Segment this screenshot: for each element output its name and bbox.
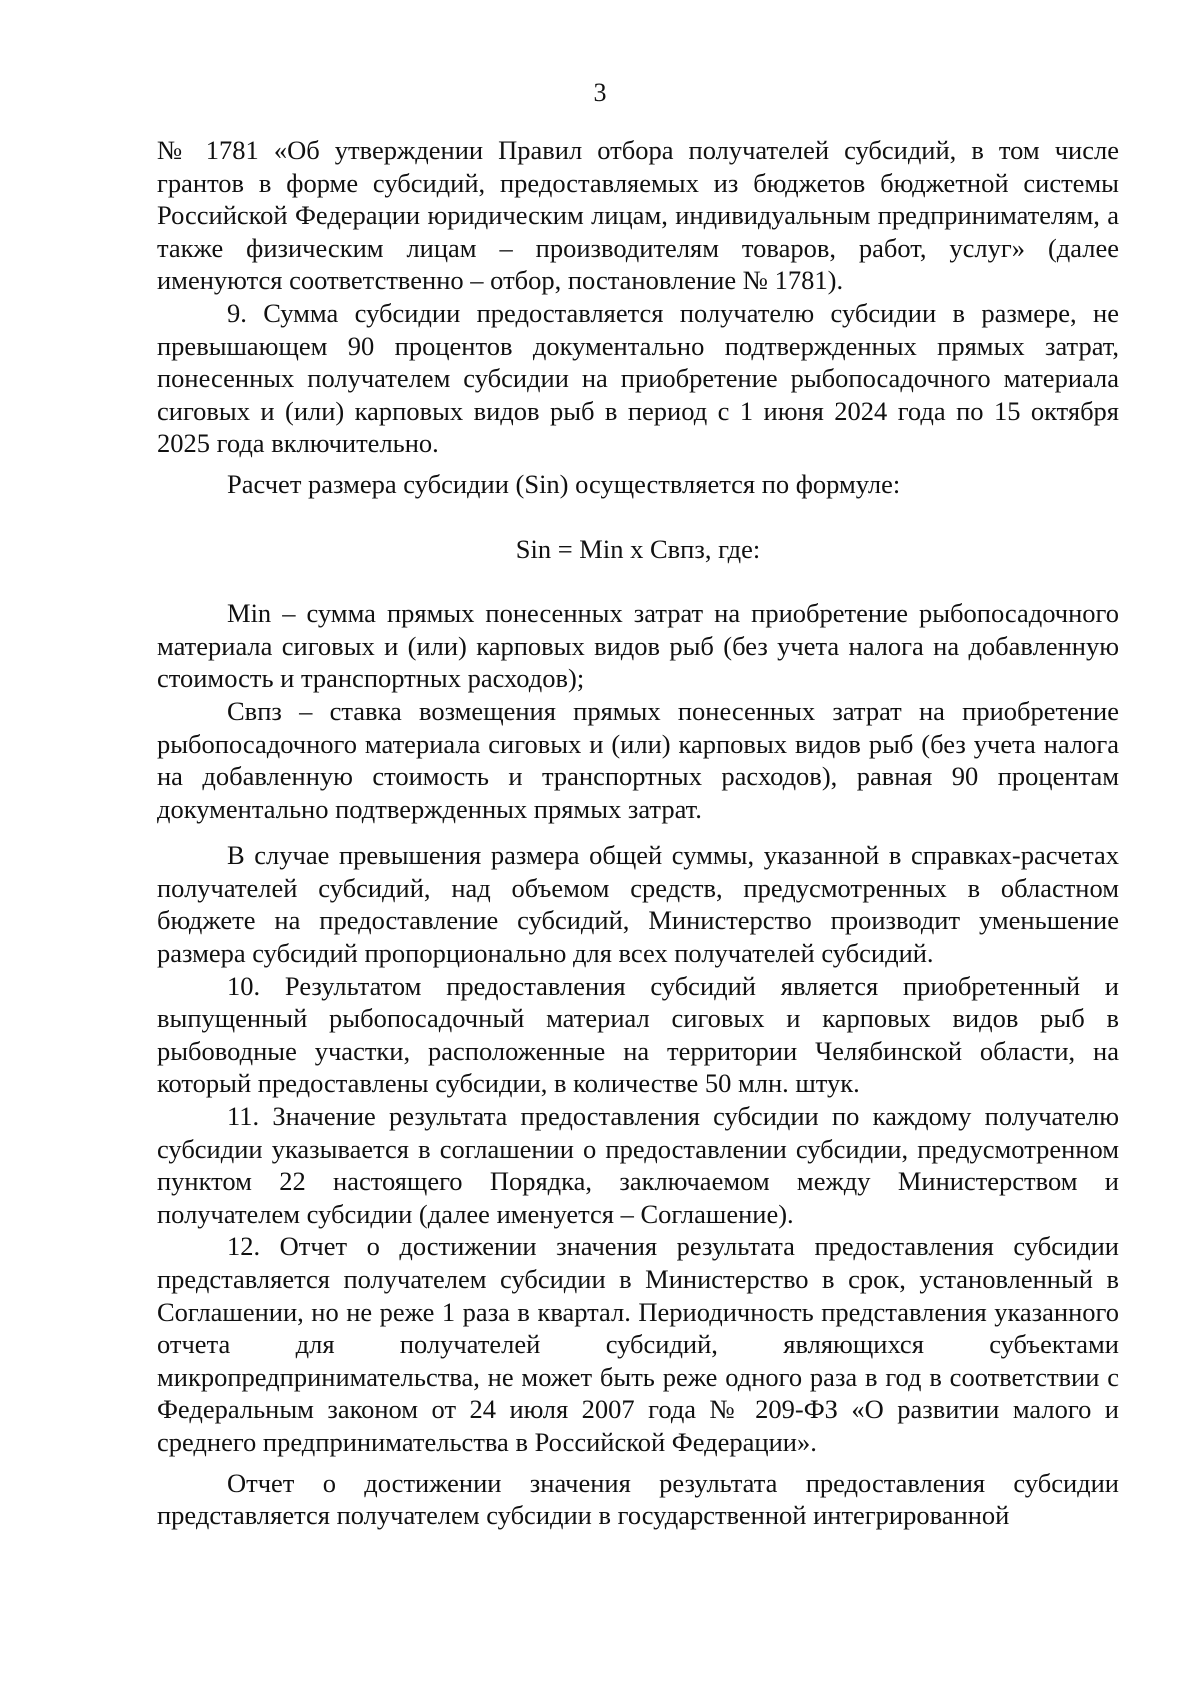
paragraph-continuation: № 1781 «Об утверждении Правил отбора получателей субсидий, в том числе грантов в форме субсидий, предоставляемых из бюджетов бюджетной системы Российской Федерации юридическим лицам, индивидуальным предпринимателям, а также физическим лицам – производителям товаров, работ, услуг» (далее именуются соответственно – отбор, постановление № 1781). — [157, 135, 1119, 296]
svpz-definition: Свпз – ставка возмещения прямых понесенных затрат на приобретение рыбопосадочного материала сиговых и (или) карповых видов рыб (без учета налога на добавленную стоимость и транспортных расходов), равная 90 процентам документально подтвержденных прямых затрат. — [157, 695, 1119, 824]
paragraph-excess: В случае превышения размера общей суммы, указанной в справках-расчетах получателей субсидий, над объемом средств, предусмотренных в областном бюджете на предоставление субсидий, Министерство производит уменьшение размера субсидий пропорционально для всех получателей субсидий. — [157, 840, 1119, 969]
paragraph-10: 10. Результатом предоставления субсидий является приобретенный и выпущенный рыбопосадочный материал сиговых и карповых видов рыб в рыбоводные участки, расположенные на территории Челябинской области, на который предоставлены субсидии, в количестве 50 млн. штук. — [157, 970, 1119, 1099]
min-definition: Min – сумма прямых понесенных затрат на приобретение рыбопосадочного материала сиговых и (или) карповых видов рыб (без учета налога на добавленную стоимость и транспортных расходов); — [157, 598, 1119, 694]
paragraph-11: 11. Значение результата предоставления субсидии по каждому получателю субсидии указывается в соглашении о предоставлении субсидии, предусмотренном пунктом 22 настоящего Порядка, заключаемом между Министерством и получателем субсидии (далее именуется – Соглашение). — [157, 1101, 1119, 1229]
paragraph-report: Отчет о достижении значения результата предоставления субсидии представляется получателем субсидии в государственной интегрированной — [157, 1467, 1119, 1531]
paragraph-9: 9. Сумма субсидии предоставляется получателю субсидии в размере, не превышающем 90 процентов документально подтвержденных прямых затрат, понесенных получателем субсидии на приобретение рыбопосадочного материала сиговых и (или) карповых видов рыб в период с 1 июня 2024 года по 15 октября 2025 года включительно. — [157, 297, 1119, 459]
document-body — [157, 134, 1119, 1532]
page-number: 3 — [593, 78, 607, 107]
calculation-intro: Расчет размера субсидии (Sin) осуществляется по формуле: — [227, 468, 901, 499]
paragraph-12: 12. Отчет о достижении значения результата предоставления субсидии представляется получателем субсидии в Министерство в срок, установленный в Соглашении, но не реже 1 раза в квартал. Периодичность представления указанного отчета для получателей субсидий, являющихся субъектами микропредпринимательства, не может быть реже одного раза в год в соответствии с Федеральным законом от 24 июля 2007 года № 209-ФЗ «О развитии малого и среднего предпринимательства в Российской Федерации». — [157, 1231, 1119, 1457]
formula: Sin = Min x Свпз, где: — [515, 533, 761, 564]
